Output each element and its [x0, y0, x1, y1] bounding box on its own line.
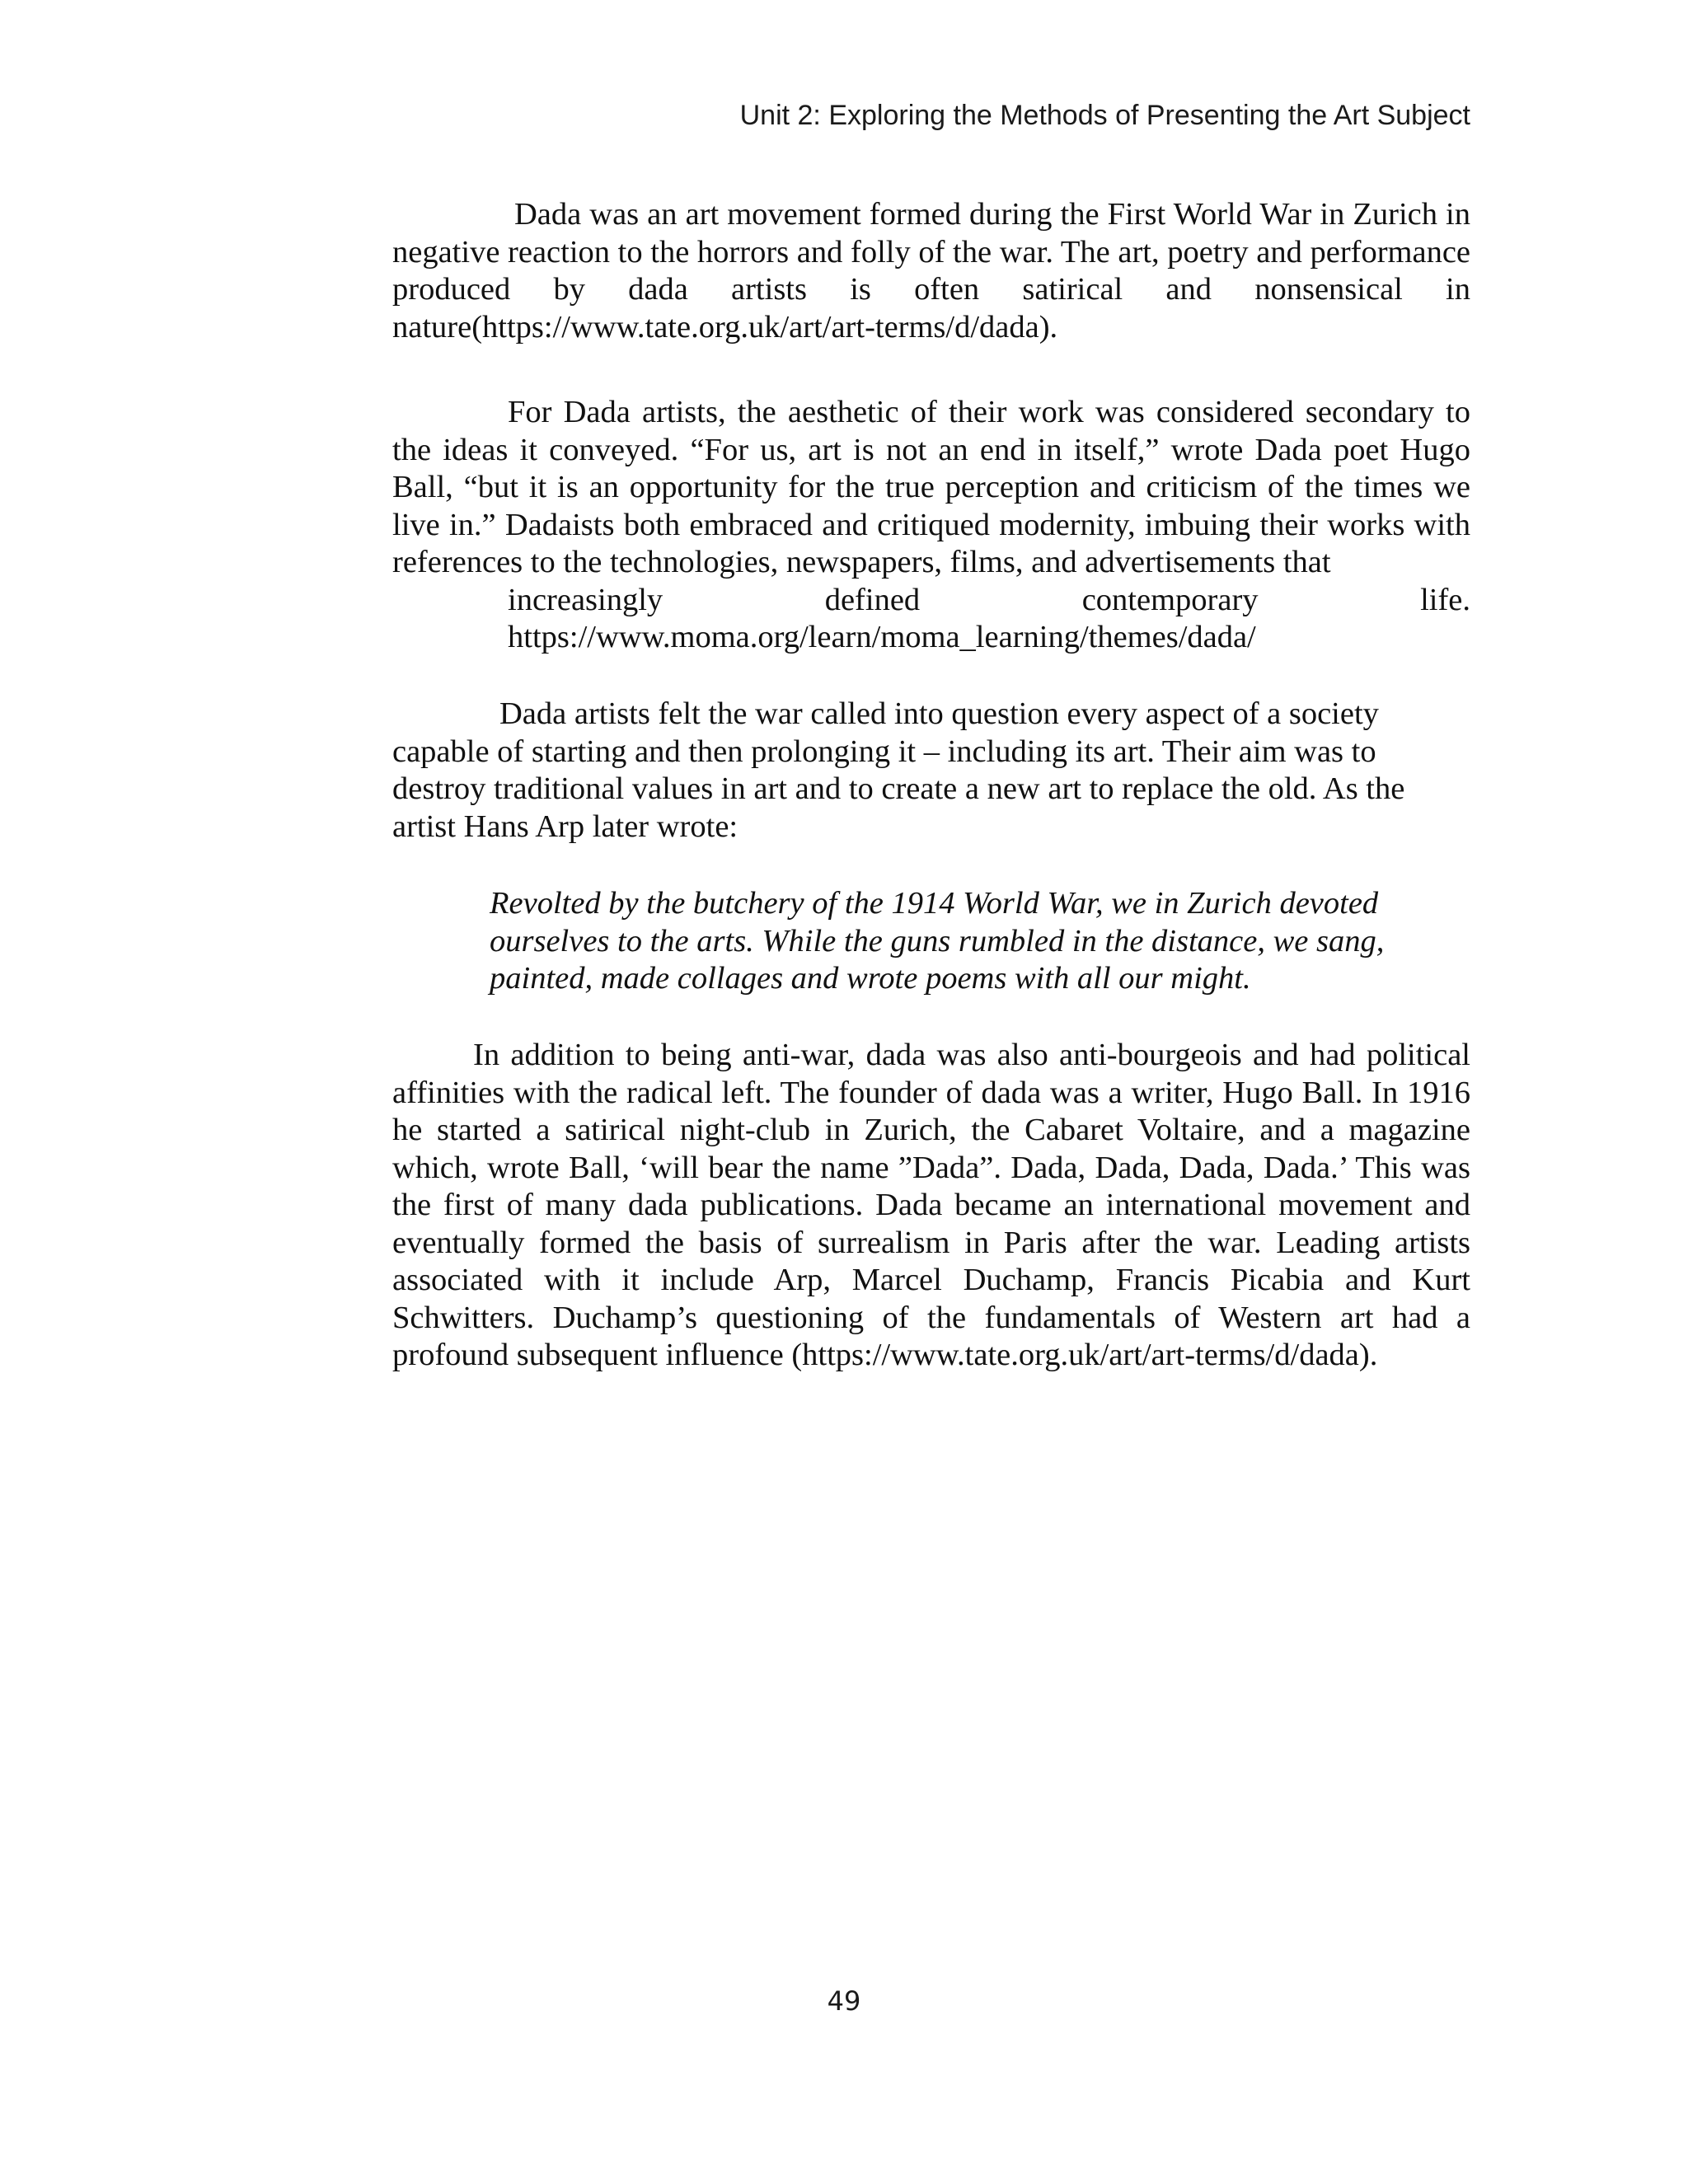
- page-number: 49: [827, 1985, 861, 2017]
- paragraph-dada-aesthetic-text: For Dada artists, the aesthetic of their work was considered secondary to the ideas it conveyed. “For us, art is not an end in itself,” wrote Dada poet Hugo Ball, “but it is an opportunity for the true perception and criticism of the times we live in.” Dadaists both embraced and critiqued modernity, imbuing their works with references to the technologies, newspapers, films, and advertisements that: [392, 395, 1470, 579]
- paragraph-dada-aesthetic: [392, 394, 1470, 657]
- paragraph-dada-war-question: Dada artists felt the war called into question every aspect of a society capable of starting and then prolonging it – including its art. Their aim was to destroy traditional values in art and to create a new art to replace the old. As the artist Hans Arp later wrote:: [392, 696, 1405, 844]
- running-header-title: Unit 2: Exploring the Methods of Presenting the Art Subject: [739, 100, 1470, 131]
- paragraph-dada-aesthetic-source-link: https://www.moma.org/learn/moma_learning/themes/dada/: [508, 620, 1256, 654]
- paragraph-dada-anti-war: In addition to being anti-war, dada was also anti-bourgeois and had political affinities with the radical left. The founder of dada was a writer, Hugo Ball. In 1916 he started a satirical night-club in Zurich, the Cabaret Voltaire, and a magazine which, wrote Ball, ‘will bear the name ”Dada”. Dada, Dada, Dada, Dada.’ This was the first of many dada publications. Dada became an international movement and eventually formed the basis of surrealism in Paris after the war. Leading artists associated with it include Arp, Marcel Duchamp, Francis Picabia and Kurt Schwitters. Duchamp’s questioning of the fundamentals of Western art had a profound subsequent influence (https://www.tate.org.uk/art/art-terms/d/dada).: [392, 1038, 1470, 1372]
- paragraph-dada-aesthetic-spread-line: increasingly defined contemporary life.: [508, 582, 1470, 617]
- block-quote-hans-arp: Revolted by the butchery of the 1914 World War, we in Zurich devoted ourselves to the arts. While the guns rumbled in the distance, we sang, painted, made collages and wrote poems with all our might.: [490, 886, 1385, 996]
- paragraph-dada-definition: Dada was an art movement formed during the First World War in Zurich in negative reaction to the horrors and folly of the war. The art, poetry and performance produced by dada artists is often satirical and nonsensical in nature(https://www.tate.org.uk/art/art-terms/d/dada).: [392, 197, 1470, 344]
